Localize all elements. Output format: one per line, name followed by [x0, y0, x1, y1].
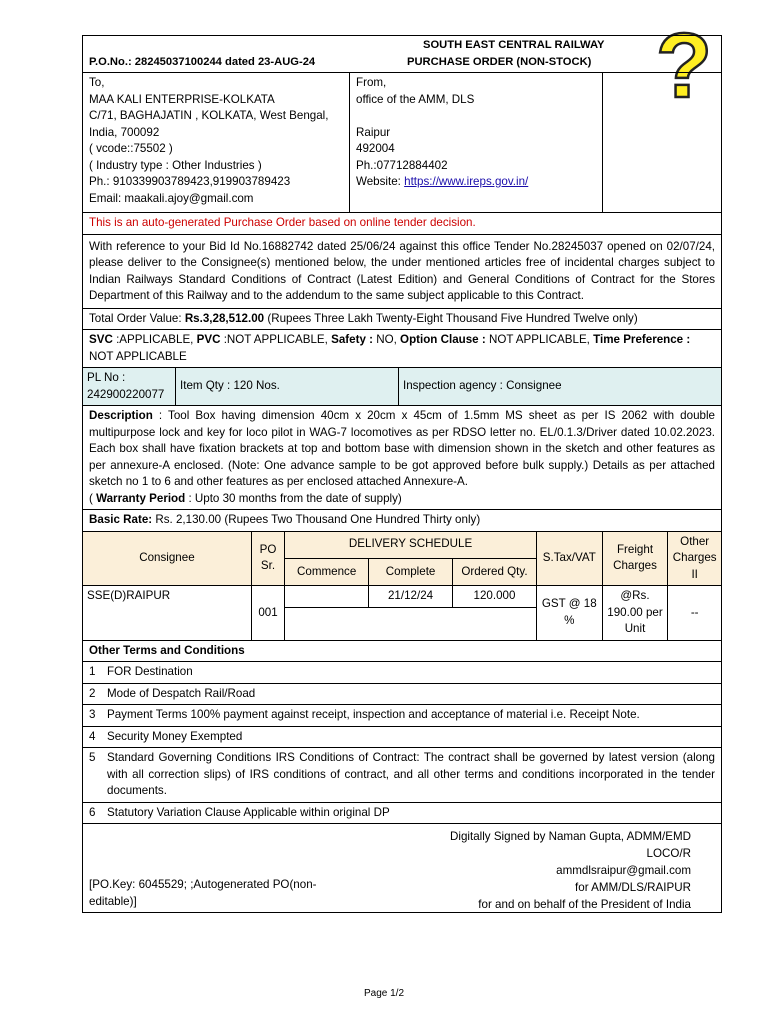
commence-value: [285, 586, 369, 608]
pvc-label: PVC: [196, 333, 221, 346]
vendor-country: India, 700092: [89, 125, 160, 139]
svg-text:?: ?: [655, 17, 713, 107]
pl-number-cell: [83, 368, 176, 405]
basic-rate-label: Basic Rate:: [89, 513, 153, 526]
to-label: To,: [89, 76, 105, 89]
po-type: PURCHASE ORDER (NON-STOCK): [407, 56, 592, 68]
term-text: Mode of Despatch Rail/Road: [107, 686, 256, 700]
vendor-email: Email: maakali.ajoy@gmail.com: [89, 191, 254, 205]
signer-authority: for and on behalf of the President of India: [478, 898, 691, 911]
po-sr-value: 001: [251, 586, 284, 640]
header-ordered-qty: Ordered Qty.: [453, 558, 537, 585]
header-po-sr: PO Sr.: [251, 532, 284, 586]
railway-name: SOUTH EAST CENTRAL RAILWAY: [423, 39, 605, 51]
po-number: P.O.No.: 28245037100244 dated 23-AUG-24: [89, 56, 316, 68]
description-block: [83, 406, 721, 510]
po-header: [83, 36, 721, 73]
term-number: 4: [89, 729, 96, 743]
basic-rate-text: Rs. 2,130.00 (Rupees Two Thousand One Hundred Thirty only): [152, 513, 481, 526]
auto-generated-notice: This is an auto-generated Purchase Order based on online tender decision.: [83, 213, 721, 235]
time-value: NOT APPLICABLE: [89, 349, 187, 363]
from-address: [350, 73, 603, 212]
option-value: NOT APPLICABLE,: [485, 333, 594, 346]
term-item: [83, 803, 721, 825]
term-number: 1: [89, 665, 96, 678]
stax-value: GST @ 18 %: [536, 586, 602, 640]
basic-rate: [83, 510, 721, 532]
term-text: Statutory Variation Clause Applicable within original DP: [107, 805, 390, 819]
pl-label: PL No :: [87, 371, 126, 384]
blank-line: [356, 108, 596, 125]
svc-label: SVC: [89, 333, 113, 346]
term-text: Security Money Exempted: [107, 729, 243, 743]
total-words: (Rupees Three Lakh Twenty-Eight Thousand Five Hundred Twelve only): [264, 311, 638, 325]
header-other-charges: Other Charges II: [668, 532, 721, 586]
header-complete: Complete: [369, 558, 453, 585]
page-number: Page 1/2: [363, 988, 405, 999]
warranty-open: (: [89, 491, 97, 505]
signer-unit: LOCO/R: [646, 847, 691, 860]
address-block: [83, 73, 721, 213]
term-text: Payment Terms 100% payment against receipt, inspection and acceptance of material i.e. Receipt Note.: [107, 708, 640, 721]
website-label: Website:: [356, 175, 405, 188]
vendor-code: ( vcode::75502 ): [89, 142, 173, 155]
website-link[interactable]: https://www.ireps.gov.in/: [404, 175, 529, 188]
consignee-value: SSE(D)RAIPUR: [83, 586, 251, 640]
inspection-agency: Inspection agency : Consignee: [399, 368, 722, 405]
warranty-label: Warranty Period: [96, 491, 186, 505]
complete-value: 21/12/24: [369, 586, 453, 608]
office-city: Raipur: [356, 125, 391, 139]
term-item: [83, 662, 721, 684]
vendor-address: C/71, BAGHAJATIN , KOLKATA, West Bengal,: [89, 109, 329, 122]
description-text: : Tool Box having dimension 40cm x 20cm x 45cm of 1.5mm MS sheet as per IS 2062 with double multipurpose lock and key for loco pilot in WAG-7 locomotives as per RDSO letter no. EL/0.1.3/Driver dated 10.02.2023. Each box shall have fixation brackets at top and bottom base with dimension shown in the sketch and other features as per annexure-A enclosed. (Note: One advance sample to be got approved before bulk supply.) Details as per attached sketch no 1 to 6 and other features as per enclosed attached Annexure-A.: [89, 409, 715, 488]
item-info: [83, 368, 721, 406]
office-phone: Ph.:07712884402: [356, 158, 448, 172]
vendor-industry: ( Industry type : Other Industries ): [89, 158, 262, 172]
term-text: FOR Destination: [107, 665, 193, 678]
other-charges-value: --: [668, 586, 721, 640]
pvc-value: :NOT APPLICABLE,: [220, 333, 332, 346]
to-address: [83, 73, 350, 212]
total-amount: Rs.3,28,512.00: [184, 311, 265, 325]
term-number: 6: [89, 805, 96, 819]
terms-title: Other Terms and Conditions: [83, 641, 721, 663]
office-pin: 492004: [356, 142, 395, 155]
option-label: Option Clause :: [400, 333, 486, 346]
freight-value: @Rs. 190.00 per Unit: [602, 586, 668, 640]
from-label: From,: [356, 76, 387, 89]
svc-value: :APPLICABLE,: [112, 333, 197, 346]
signer-office: for AMM/DLS/RAIPUR: [575, 881, 691, 894]
office-name: office of the AMM, DLS: [356, 92, 475, 106]
header-consignee: Consignee: [83, 532, 251, 586]
pl-number: 242900220077: [87, 387, 165, 401]
purchase-order-document: [82, 35, 722, 913]
warranty-text: : Upto 30 months from the date of supply): [185, 491, 402, 505]
signer-email: ammdlsraipur@gmail.com: [556, 864, 691, 877]
item-qty: Item Qty : 120 Nos.: [176, 368, 399, 405]
term-item: [83, 705, 721, 727]
signer-name: Digitally Signed by Naman Gupta, ADMM/EMD: [450, 830, 691, 843]
digital-signature: [450, 828, 691, 913]
header-stax: S.Tax/VAT: [536, 532, 602, 586]
term-number: 3: [89, 708, 96, 721]
empty-cell: [603, 73, 721, 212]
signature-block: [83, 824, 721, 912]
ordered-qty-value: 120.000: [453, 586, 537, 608]
delivery-schedule-table: [83, 532, 721, 641]
schedule-empty-row: [285, 607, 537, 640]
vendor-name: MAA KALI ENTERPRISE-KOLKATA: [89, 92, 275, 106]
svc-line: [83, 330, 721, 368]
total-order-value: [83, 309, 721, 331]
total-label: Total Order Value:: [89, 311, 185, 325]
po-key: [PO.Key: 6045529; ;Autogenerated PO(non-editable)]: [89, 878, 317, 908]
header-delivery-schedule: DELIVERY SCHEDULE: [285, 532, 537, 559]
safety-label: Safety :: [331, 333, 373, 346]
description-label: Description: [89, 409, 153, 422]
term-text: Standard Governing Conditions IRS Conditions of Contract: The contract shall be governed by latest version (along with all correction slips) of IRS conditions of contract, and all other terms and conditions incorporated in the tender documents.: [107, 751, 715, 797]
term-item: [83, 684, 721, 706]
header-freight: Freight Charges: [602, 532, 668, 586]
term-number: 5: [89, 751, 96, 764]
vendor-phone: Ph.: 910339903789423,919903789423: [89, 175, 291, 188]
safety-value: NO,: [372, 333, 401, 346]
office-website: [356, 174, 596, 191]
time-label: Time Preference :: [593, 333, 691, 346]
header-commence: Commence: [285, 558, 369, 585]
term-number: 2: [89, 686, 96, 700]
reference-paragraph: With reference to your Bid Id No.16882742 dated 25/06/24 against this office Tender No.28245037 opened on 02/07/24, please deliver to the Consignee(s) mentioned below, the under mentioned articles free of incidental charges subject to Indian Railways Standard Conditions of Contract (Latest Edition) and General Conditions of Contract for the Stores Department of this Railway and to the addendum to the same subject applicable to this Contract.: [83, 235, 721, 309]
term-item: [83, 727, 721, 749]
term-item: [83, 748, 721, 803]
